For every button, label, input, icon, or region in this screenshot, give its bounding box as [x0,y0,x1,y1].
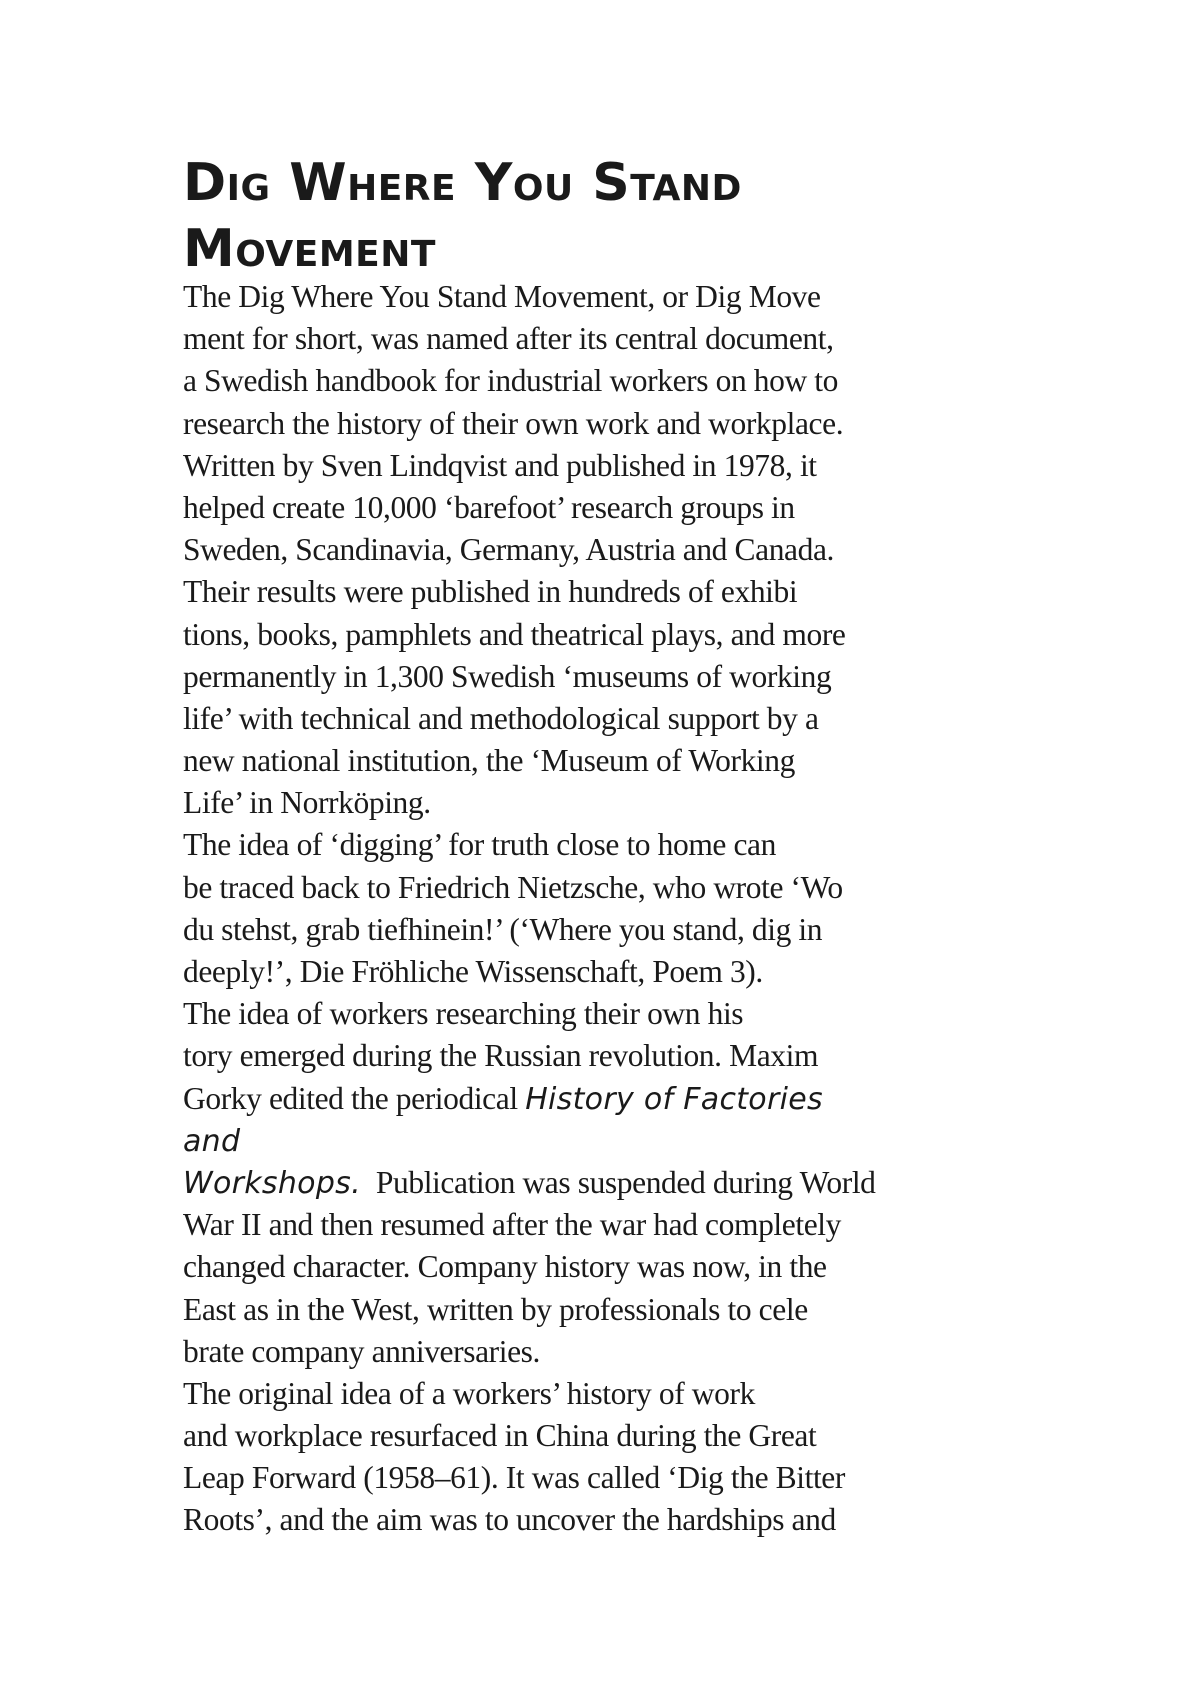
body-line [183,1078,1043,1120]
body-line: tions, books, pamphlets and theatrical plays, and more [183,616,846,652]
heading-line: Dig Where You Stand [183,153,742,213]
body-line: Sweden, Scandinavia, Germany, Austria and Canada. [183,532,835,568]
body-line [183,1162,1043,1204]
body-line: Their results were published in hundreds of exhibi [183,574,798,610]
body-line: Roots’, and the aim was to uncover the hardships and [183,1502,836,1538]
heading-line: Movement [183,219,436,279]
body-line: life’ with technical and methodological support by a [183,700,819,736]
body-line: deeply!’, Die Fröhliche Wissenschaft, Poem 3). [183,954,763,989]
body-line: changed character. Company history was now, in the [183,1249,827,1285]
body-line: War II and then resumed after the war had completely [183,1207,841,1243]
body-line: helped create 10,000 ‘barefoot’ research groups in [183,489,795,525]
body-line: Leap Forward (1958–61). It was called ‘Dig the Bitter [183,1460,845,1496]
article-body [183,276,1043,1542]
body-line: Written by Sven Lindqvist and published in 1978, it [183,447,817,483]
body-text: Publication was suspended during World [360,1164,876,1200]
body-line: and workplace resurfaced in China during the Great [183,1418,817,1454]
article-heading [183,150,1063,282]
body-line: brate company anniversaries. [183,1333,541,1369]
body-line: new national institution, the ‘Museum of Working [183,743,795,779]
body-line: The idea of workers researching their own his [183,996,744,1032]
body-line: ment for short, was named after its central document, [183,321,834,357]
body-line: research the history of their own work and workplace. [183,405,844,441]
periodical-title: History of Factories [525,1081,823,1117]
periodical-title: and [183,1123,241,1159]
body-line [183,1120,1043,1162]
body-line: The idea of ‘digging’ for truth close to home can [183,827,776,863]
body-line: permanently in 1,300 Swedish ‘museums of working [183,658,832,694]
body-line: The Dig Where You Stand Movement, or Dig Move [183,279,821,314]
body-line: East as in the West, written by professionals to cele [183,1291,808,1327]
body-line: The original idea of a workers’ history of work [183,1375,755,1411]
body-line: be traced back to Friedrich Nietzsche, who wrote ‘Wo [183,869,843,905]
body-text: Gorky edited the periodical [183,1080,526,1116]
body-line: tory emerged during the Russian revolution. Maxim [183,1038,819,1074]
body-line: a Swedish handbook for industrial workers on how to [183,363,839,399]
periodical-title: Workshops. [183,1165,361,1201]
body-line: Life’ in Norrköping. [183,785,431,821]
body-line: du stehst, grab tiefhinein!’ (‘Where you stand, dig in [183,911,823,947]
